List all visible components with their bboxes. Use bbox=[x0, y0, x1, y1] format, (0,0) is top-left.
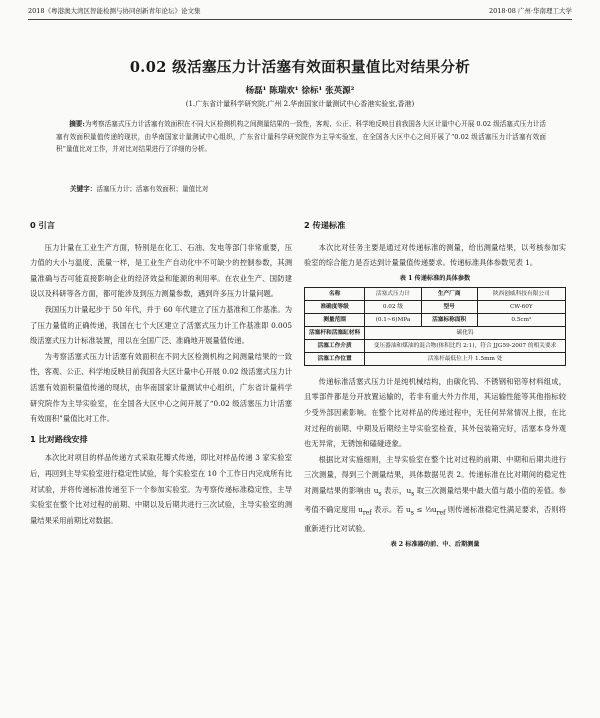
table-cell: 活塞杆最低位上升 1.5mm 处 bbox=[365, 352, 566, 365]
header-left: 2018《粤港澳大湾区智能检测与协同创新青年论坛》论文集 bbox=[28, 7, 201, 15]
right-column bbox=[304, 218, 566, 553]
paragraph: 我国压力计量起步于 50 年代，并于 60 年代建立了压力基准和工作基准。为了压力量值的正确传递，我国在七个大区建立了活塞式压力计工作基准即 0.005 级活塞式压力计标准装置，用以在全国广泛、准确地开展量值传递。 bbox=[30, 304, 292, 346]
table1-caption: 表 1 传递标准的具体参数 bbox=[399, 274, 471, 282]
table-cell: 变压器油和煤油的混合物(体积比约 2:1)，符合 JJG59-2007 的相关要求 bbox=[365, 339, 566, 352]
keywords bbox=[70, 183, 540, 193]
table-cell: 名称 bbox=[305, 287, 365, 300]
table-cell: CW-60Y bbox=[477, 300, 565, 313]
table-cell: 生产厂商 bbox=[421, 287, 477, 300]
header-right: 2018·08 广州·华南理工大学 bbox=[488, 7, 572, 15]
paragraph: 本次比对项目的样品传递方式采取花瓣式传递，即比对样品传递 3 家实验室后，再回到主导实验室进行稳定性试验，每个实验室在 10 个工作日内完成所有比对试验，并将传递标准传递至下一个参加实验室。为考察传递标准稳定性，主导实验室在整个比对过程的前期、中期以及后期共进行三次试验，主导实验室的测量结果采用前期比对数据。 bbox=[30, 453, 293, 525]
abstract-label: 摘要: bbox=[69, 120, 85, 128]
table-cell: 活塞工作介质 bbox=[305, 339, 365, 352]
table-row bbox=[305, 326, 566, 339]
affiliation: (1.广东省计量科学研究院,广州 2.华南国家计量测试中心香港实验室,香港) bbox=[185, 100, 415, 108]
table-cell: 活塞式压力计 bbox=[365, 287, 422, 300]
paragraph: 为考察活塞式压力计活塞有效面积在不同大区检测机构之间测量结果的一致性，客观、公正、科学地反映目前我国各大区计量中心开展 0.02 级活塞式压力计活塞有效面积量值传递的现状，由华南国家计量测试中心组织，广东省计量科学研究院作为主导实验室，在全国各大区中心之间开展了“0.02 级活塞压力计活塞有效面积”量值比对工作。 bbox=[30, 351, 292, 424]
paragraph-stability: 根据比对实施细则，主导实验室在整个比对过程的前期、中期和后期共进行三次测量，得到三个测量结果，具体数据见表 2。传递标准在比对期间的稳定性对测量结果的影响由 $u_s$ 表示，$u_s$ 取三次测量结果中最大值与最小值的差值。参考值不确定度用 $u_{ref}$ 表示。若 $u_s$ ≤ $\frac{1}{3}u_{ref}$ 则传递标准稳定性满足要求，否则将重新进行比对试验。 bbox=[304, 454, 566, 534]
table2-caption: 表 2 标准器的前、中、后期测量 bbox=[390, 540, 480, 548]
table-cell: 陕西创威科技有限公司 bbox=[477, 287, 565, 300]
table-cell: 0.5cm² bbox=[477, 313, 565, 326]
left-column bbox=[30, 218, 292, 528]
section-heading-route: 1 比对路线安排 bbox=[30, 433, 88, 444]
table-row bbox=[305, 287, 566, 300]
abstract bbox=[56, 118, 546, 156]
table-cell: 测量范围 bbox=[305, 313, 365, 326]
running-header bbox=[28, 6, 572, 20]
table-cell: 碳化钨 bbox=[365, 326, 566, 339]
table1 bbox=[304, 287, 566, 366]
table-cell: 活塞杆和活塞缸材料 bbox=[305, 326, 365, 339]
paragraph: 压力计量在工业生产方面，特别是在化工、石油、发电等部门非常重要，压力值的大小与温度、流量一样，是工业生产自动化中不可缺少的控制参数，其测量准确与否可能直接影响企业的经济效益和能源的利用率。在农业生产、国防建设以及科研等各方面，都可能涉及到压力测量参数，遇到许多压力计量问题。 bbox=[30, 242, 292, 299]
paragraph: 传递标准活塞式压力计是纯机械结构，由碳化钨、不锈钢和铝等材料组成，且零部件都是分开放置运输的，若非有重大外力作用，其运输性能等其他指标较少受外部因素影响。在整个比对样品的传递过程中，无任何异常情况上报，在比对过程的前期、中期及后期经主导实验室检查，其外包装箱完好，活塞本身外观也无异常，无锈蚀和磕碰迹象。 bbox=[304, 376, 566, 449]
paper-title: 0.02 级活塞压力计活塞有效面积量值比对结果分析 bbox=[129, 59, 471, 76]
table-row bbox=[305, 352, 566, 365]
section-heading-intro: 0 引言 bbox=[30, 220, 55, 230]
paragraph: 本次比对任务主要是通过对传递标准的测量，给出测量结果，以考核参加实验室的综合能力是否达到计量量值传递要求。传递标准具体参数见表 1。 bbox=[304, 242, 566, 268]
table-cell: 准确度等级 bbox=[305, 300, 365, 313]
table-cell: (0.1~6)MPa bbox=[365, 313, 422, 326]
authors: 杨磊¹ 陈瑞欢¹ 徐标¹ 张英源² bbox=[245, 86, 355, 96]
keywords-text: 活塞压力计；活塞有效面积；量值比对 bbox=[96, 185, 209, 193]
abstract-text: 为考察活塞式压力计活塞有效面积在不同大区检测机构之间测量结果的一致性，客观、公正、科学地反映目前我国各大区计量中心开展 0.02 级活塞式压力计活塞有效面积量值传递的现状，由华南国家计量测试中心组织，广东省计量科学研究院作为主导实验室，在全国各大区中心之间开展了“0.02 级活塞压力计活塞有效面积”量值比对工作，并对比对结果进行了详细的分析。 bbox=[56, 120, 546, 154]
section-heading-transfer-standard: 2 传递标准 bbox=[304, 220, 346, 230]
table-cell: 活塞标称面积 bbox=[421, 313, 477, 326]
keywords-label: 关键字： bbox=[70, 185, 97, 193]
table-row bbox=[305, 313, 566, 326]
table-cell: 0.02 级 bbox=[365, 300, 422, 313]
table-row bbox=[305, 339, 566, 352]
table-row bbox=[305, 300, 566, 313]
table-cell: 活塞工作位置 bbox=[305, 352, 365, 365]
table-cell: 型号 bbox=[421, 300, 477, 313]
